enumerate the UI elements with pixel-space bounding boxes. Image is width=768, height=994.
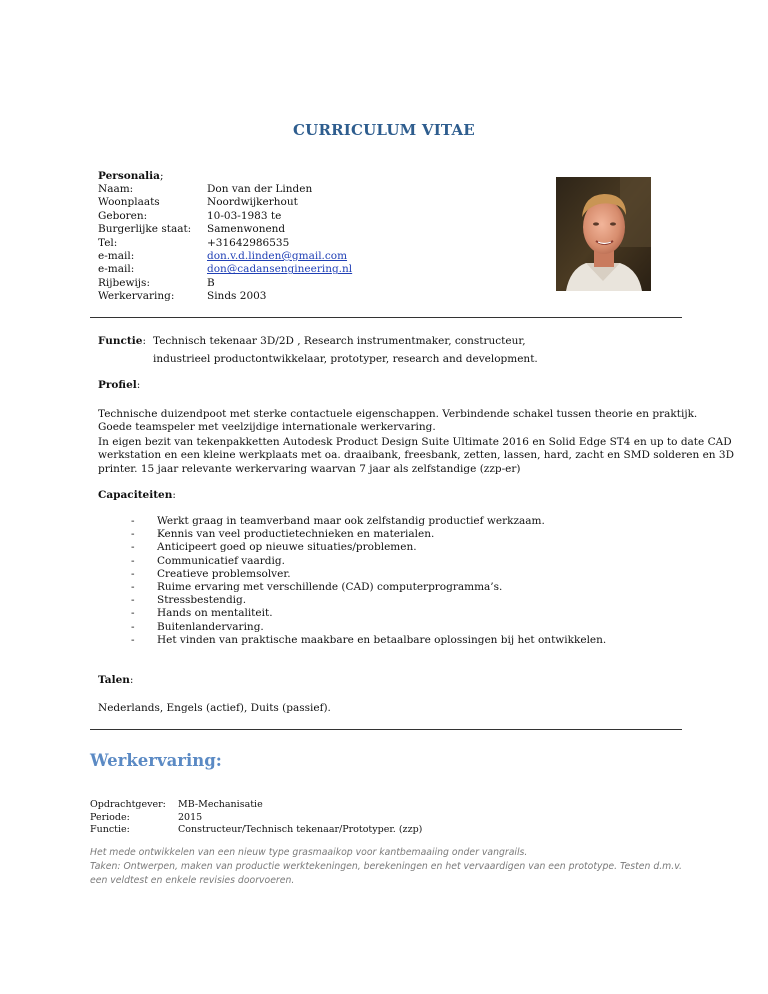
row-value: +31642986535	[207, 236, 290, 249]
portrait-image	[556, 177, 651, 291]
row-value: 10-03-1983 te	[207, 209, 282, 222]
row-label: Rijbewijs:	[98, 276, 150, 289]
row-label: Functie:	[90, 824, 130, 835]
profiel-line: In eigen bezit van tekenpakketten Autodesk Product Design Suite Ultimate 2016 en Solid Edge ST4 en up to date CAD	[98, 436, 732, 448]
werk-row-period	[90, 812, 130, 825]
personalia-row-birth	[98, 210, 518, 223]
row-label: e-mail:	[98, 263, 135, 276]
functie-line-1: Technisch tekenaar 3D/2D , Research instrumentmaker, constructeur,	[153, 335, 526, 347]
werk-row-period-value: 2015	[178, 811, 203, 823]
personalia-row-marital	[98, 223, 518, 236]
row-label: Woonplaats	[98, 196, 160, 209]
personalia-row-email-1	[98, 250, 518, 263]
werk-row-function	[90, 824, 130, 837]
row-value: Sinds 2003	[207, 290, 267, 303]
profiel-line: Technische duizendpoot met sterke contactuele eigenschappen. Verbindende schakel tussen theorie en praktijk.	[98, 408, 698, 420]
werk-description-line: Het mede ontwikkelen van een nieuw type grasmaaikop voor kantbemaaiing onder vangrails.	[90, 847, 528, 858]
row-label: Opdrachtgever:	[90, 799, 166, 810]
personalia-row-name	[98, 183, 518, 196]
personalia-row-email-2	[98, 263, 518, 276]
profile-photo	[556, 177, 651, 291]
section-divider	[90, 317, 682, 318]
profiel-line: Goede teamspeler met veelzijdige internationale werkervaring.	[98, 421, 436, 434]
row-label: e-mail:	[98, 250, 135, 262]
profiel-label: Profiel:	[98, 379, 141, 391]
row-label: Geboren:	[98, 209, 148, 222]
row-label: Werkervaring:	[98, 290, 175, 303]
email-link-company[interactable]: don@cadansengineering.nl	[207, 263, 353, 276]
section-divider	[90, 729, 682, 730]
row-label: Burgerlijke staat:	[98, 223, 192, 236]
row-label: Periode:	[90, 811, 130, 823]
personalia-heading: Personalia;	[98, 170, 164, 182]
werk-row-function-value: Constructeur/Technisch tekenaar/Prototyper. (zzp)	[178, 824, 423, 835]
werk-description-line: Taken: Ontwerpen, maken van productie werktekeningen, berekeningen en het vervaardigen van een prototype. Testen d.m.v.	[90, 861, 682, 872]
functie-label: Functie:	[98, 335, 146, 347]
werk-description-line: een veldtest en enkele revisies doorvoeren.	[90, 875, 295, 886]
email-link-personal[interactable]: don.v.d.linden@gmail.com	[207, 250, 348, 262]
row-label: Naam:	[98, 183, 134, 195]
row-value: B	[207, 276, 215, 289]
werk-row-client	[90, 799, 166, 812]
personalia-row-residence	[98, 196, 518, 209]
personalia-row-phone	[98, 237, 518, 250]
capaciteiten-label: Capaciteiten:	[98, 489, 176, 501]
talen-text: Nederlands, Engels (actief), Duits (passief).	[98, 702, 331, 714]
profiel-line: printer. 15 jaar relevante werkervaring waarvan 7 jaar als zelfstandige (zzp-er)	[98, 462, 521, 475]
profiel-line: werkstation en een kleine werkplaats met oa. draaibank, freesbank, zetten, lassen, hard, zacht en SMD solderen en 3D	[98, 449, 734, 462]
row-value: Don van der Linden	[207, 183, 313, 195]
row-value: Noordwijkerhout	[207, 196, 298, 209]
page-title: CURRICULUM VITAE	[293, 121, 475, 139]
personalia-row-experience	[98, 290, 518, 303]
personalia-row-license	[98, 277, 518, 290]
werk-row-client-value: MB-Mechanisatie	[178, 799, 263, 810]
werkervaring-heading: Werkervaring:	[90, 751, 222, 770]
talen-label: Talen:	[98, 674, 134, 686]
row-label: Tel:	[98, 236, 118, 249]
functie-line-2: industrieel productontwikkelaar, prototyper, research and development.	[153, 353, 538, 365]
row-value: Samenwonend	[207, 223, 286, 236]
